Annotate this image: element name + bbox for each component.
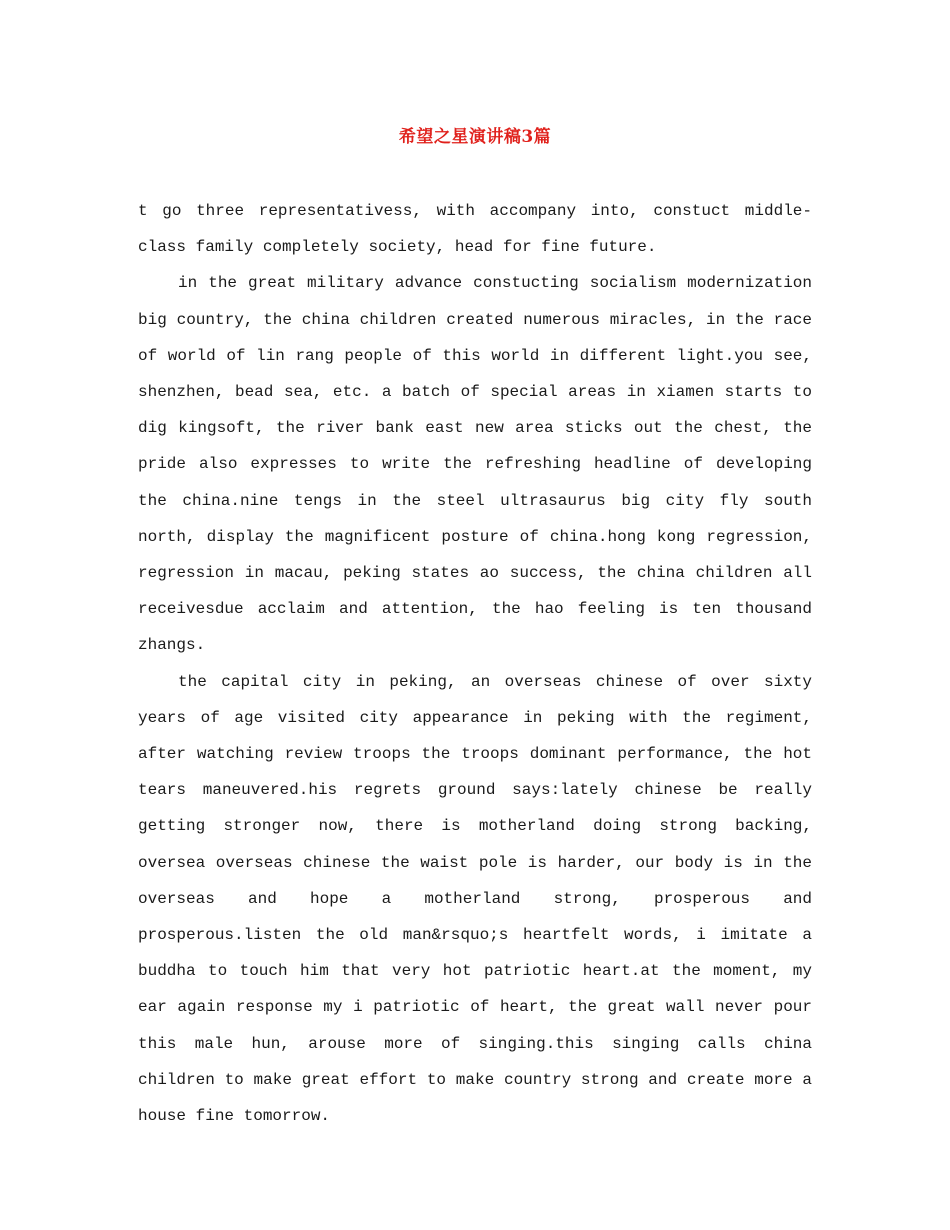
paragraph-1: t go three representativess, with accompany into, constuct middle-class family completely society, head for fine future. [138, 202, 812, 257]
paragraph-3: the capital city in peking, an overseas chinese of over sixty years of age visited city appearance in peking with the regiment, after watching review troops the troops dominant performance, the hot tears maneuvered.his regrets ground says:lately chinese be really getting stronger now, there is motherland doing strong backing, oversea overseas chinese the waist pole is harder, our body is in the overseas and hope a motherland strong, prosperous and prosperous.listen the old man&rsquo;s heartfelt words, i imitate a buddha to touch him that very hot patriotic heart.at the moment, my ear again response my i patriotic of heart, the great wall never pour this male hun, arouse more of singing.this singing calls china children to make great effort to make country strong and create more a house fine tomorrow. [138, 672, 812, 1126]
paragraph-2: in the great military advance constucting socialism modernization big country, the china children created numerous miracles, in the race of world of lin rang people of this world in different light.you see, shenzhen, bead sea, etc. a batch of special areas in xiamen starts to dig kingsoft, the river bank east new area sticks out the chest, the pride also expresses to write the refreshing headline of developing the china.nine tengs in the steel ultrasaurus big city fly south north, display the magnificent posture of china.hong kong regression, regression in macau, peking states ao success, the china children all receivesdue acclaim and attention, the hao feeling is ten thousand zhangs. [138, 274, 812, 655]
document-body [138, 193, 812, 1134]
document-title: 希望之星演讲稿3篇 [398, 127, 552, 147]
